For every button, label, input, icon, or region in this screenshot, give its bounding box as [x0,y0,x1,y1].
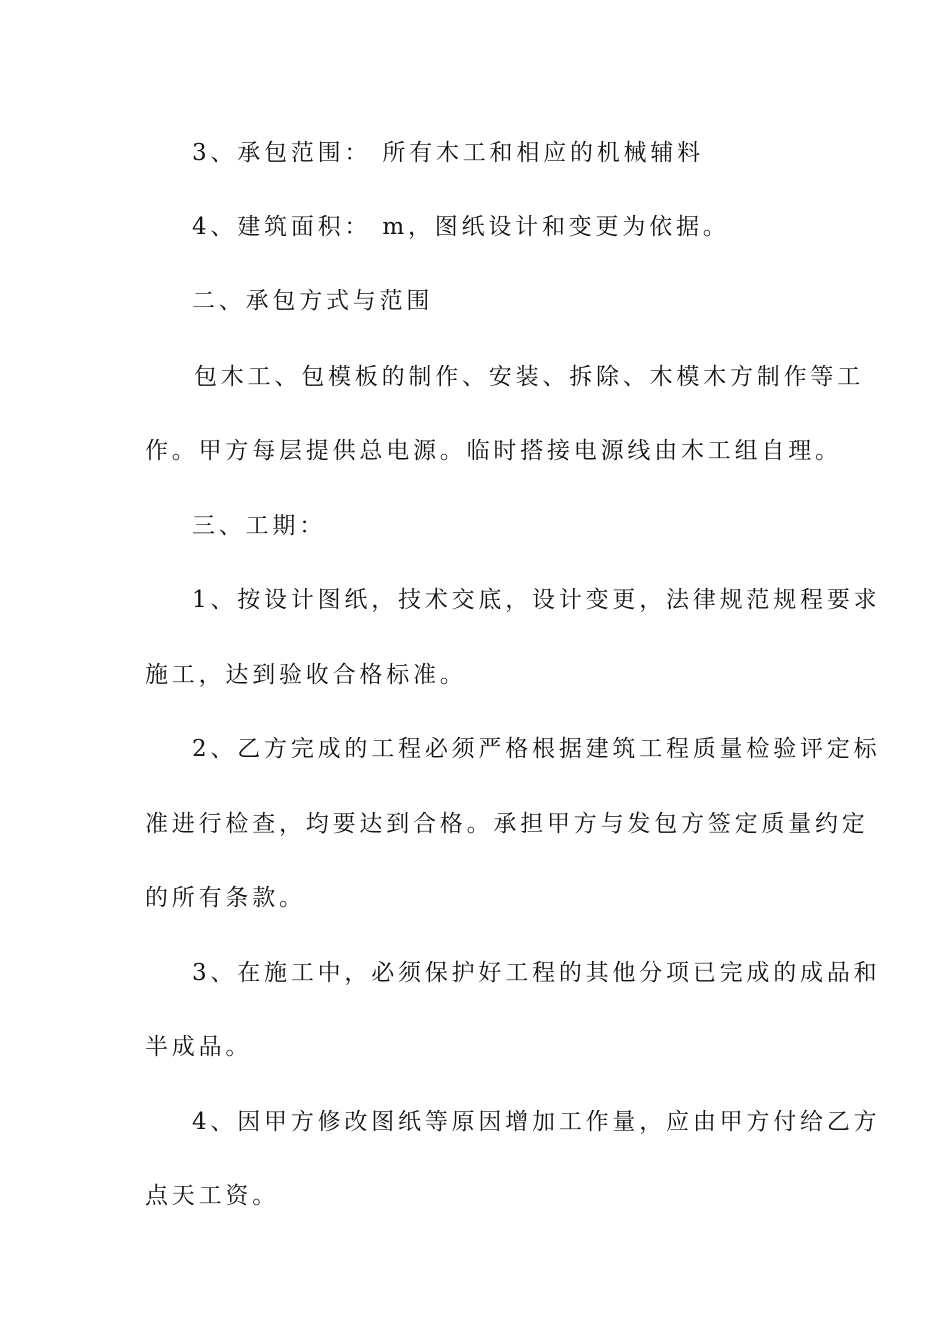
paragraph-line: 半成品。 [145,1034,253,1060]
paragraph-line: 包木工、包模板的制作、安装、拆除、木模木方制作等工 [194,364,864,390]
section-heading-3: 三、工期： [192,513,326,539]
text-line-scope: 3、承包范围： 所有木工和相应的机械辅料 [192,140,704,166]
paragraph-line: 2、乙方完成的工程必须严格根据建筑工程质量检验评定标 [192,736,881,762]
paragraph-line: 3、在施工中，必须保护好工程的其他分项已完成的成品和 [192,960,881,986]
paragraph-line: 1、按设计图纸，技术交底，设计变更，法律规范规程要求 [192,587,881,613]
paragraph-line: 点天工资。 [145,1183,279,1209]
text-line-area: 4、建筑面积： m，图纸设计和变更为依据。 [192,214,730,240]
paragraph-line: 的所有条款。 [145,885,306,911]
paragraph-line: 4、因甲方修改图纸等原因增加工作量，应由甲方付给乙方 [192,1109,881,1135]
paragraph-line: 施工，达到验收合格标准。 [145,662,467,688]
section-heading-2: 二、承包方式与范围 [192,288,434,314]
paragraph-line: 作。甲方每层提供总电源。临时搭接电源线由木工组自理。 [145,438,842,464]
paragraph-line: 准进行检查，均要达到合格。承担甲方与发包方签定质量约定 [145,811,869,837]
